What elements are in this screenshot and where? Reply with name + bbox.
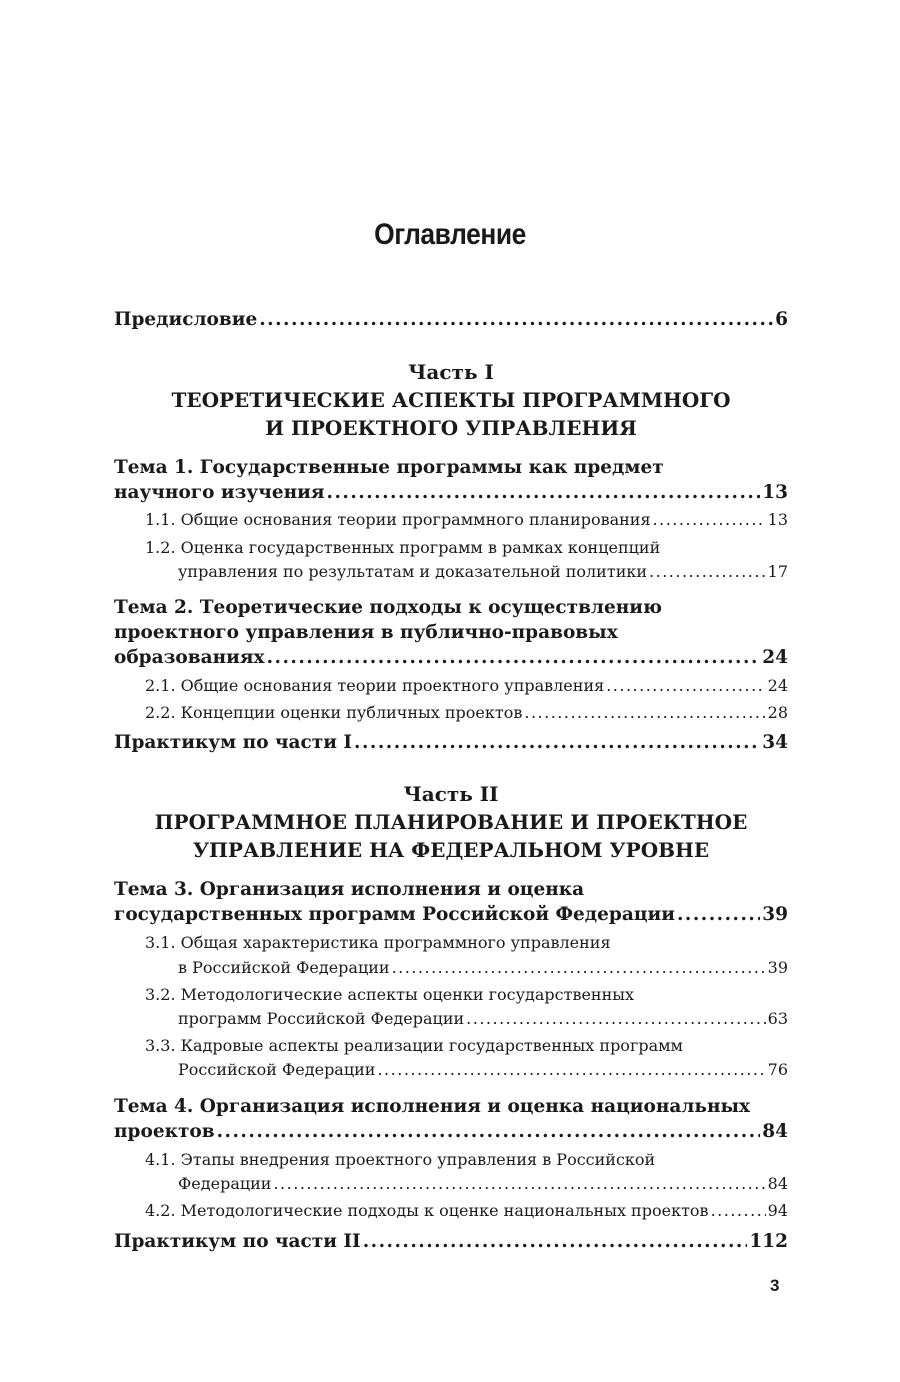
toc-entry-practicum-2[interactable] [114, 1229, 788, 1255]
leader-dots [524, 700, 765, 726]
toc-entry-1-1[interactable] [145, 507, 788, 533]
toc-entry-label: образованиях [114, 647, 265, 668]
toc-page-number: 34 [762, 732, 788, 753]
part-label: Часть I [408, 360, 494, 384]
toc-entry-topic-1[interactable] [114, 480, 788, 506]
toc-entry-label: Практикум по части II [114, 1231, 361, 1252]
toc-page-number: 112 [749, 1231, 788, 1252]
toc-page-number: 13 [762, 482, 788, 503]
toc-entry-label: Тема 1. Государственные программы как предмет [114, 457, 664, 478]
toc-entry-topic-2[interactable] [114, 645, 788, 671]
toc-page-number: 17 [767, 562, 788, 581]
toc-entry-4-2[interactable] [145, 1198, 788, 1224]
leader-dots [392, 955, 766, 981]
toc-page-number: 84 [767, 1174, 788, 1193]
toc-entry-label: программ Российской Федерации [178, 1009, 465, 1028]
toc-entry-label: Практикум по части I [114, 732, 353, 753]
leader-dots [363, 1229, 748, 1255]
toc-entry-practicum-1[interactable] [114, 730, 788, 756]
leader-dots [327, 480, 761, 506]
toc-entry-3-2[interactable] [178, 1006, 788, 1032]
toc-entry-label: проектов [114, 1121, 215, 1142]
toc-entry-label: управления по результатам и доказательной политики [178, 562, 648, 581]
part-title: УПРАВЛЕНИЕ НА ФЕДЕРАЛЬНОМ УРОВНЕ [192, 838, 710, 862]
toc-page-number: 76 [767, 1060, 788, 1079]
toc-entry-2-2[interactable] [145, 700, 788, 726]
toc-entry-label: 3.3. Кадровые аспекты реализации государственных программ [145, 1036, 683, 1055]
toc-entry-2-1[interactable] [145, 673, 788, 699]
toc-entry-label: 2.2. Концепции оценки публичных проектов [145, 703, 523, 722]
toc-entry-label: Тема 4. Организация исполнения и оценка национальных [114, 1096, 751, 1117]
part-label: Часть II [403, 782, 499, 806]
toc-entry-label: Предисловие [114, 309, 258, 330]
leader-dots [217, 1119, 761, 1145]
toc-page-number: 24 [762, 647, 788, 668]
leader-dots [466, 1006, 766, 1032]
toc-entry-label: Тема 2. Теоретические подходы к осуществлению [114, 597, 662, 618]
toc-page-number: 63 [767, 1009, 788, 1028]
toc-entry-3-3[interactable] [178, 1057, 788, 1083]
leader-dots [377, 1057, 765, 1083]
toc-page-number: 84 [762, 1121, 788, 1142]
toc-entry-label: 4.1. Этапы внедрения проектного управления в Российской [145, 1150, 656, 1169]
toc-entry-label: 2.1. Общие основания теории проектного управления [145, 676, 605, 695]
leader-dots [653, 507, 766, 533]
toc-entry-label: в Российской Федерации [178, 958, 390, 977]
toc-entry-topic-3[interactable] [114, 902, 788, 928]
leader-dots [267, 645, 761, 671]
toc-page-number: 13 [767, 510, 788, 529]
page-number: 3 [770, 1276, 780, 1295]
toc-page-number: 39 [767, 958, 788, 977]
toc-page-number: 6 [775, 309, 788, 330]
leader-dots [649, 559, 766, 585]
leader-dots [273, 1171, 765, 1197]
toc-entry-label: Федерации [178, 1174, 272, 1193]
part-title: И ПРОЕКТНОГО УПРАВЛЕНИЯ [265, 416, 637, 440]
toc-entry-label: государственных программ Российской Федерации [114, 904, 675, 925]
page-title: Оглавление [374, 218, 526, 251]
toc-entry-label: 1.1. Общие основания теории программного планирования [145, 510, 651, 529]
toc-page-number: 94 [767, 1201, 788, 1220]
toc-entry-label: 3.1. Общая характеристика программного управления [145, 933, 611, 952]
leader-dots [259, 307, 773, 333]
toc-entry-label: Российской Федерации [178, 1060, 376, 1079]
leader-dots [606, 673, 765, 699]
toc-entry-label: научного изучения [114, 482, 325, 503]
part-title: ТЕОРЕТИЧЕСКИЕ АСПЕКТЫ ПРОГРАММНОГО [171, 388, 731, 412]
toc-entry-label: 3.2. Методологические аспекты оценки государственных [145, 985, 635, 1004]
leader-dots [677, 902, 760, 928]
toc-entry-preface[interactable] [114, 307, 788, 333]
part-title: ПРОГРАММНОЕ ПЛАНИРОВАНИЕ И ПРОЕКТНОЕ [154, 810, 748, 834]
toc-entry-label: проектного управления в публично-правовых [114, 622, 618, 643]
toc-page-number: 24 [767, 676, 788, 695]
toc-entry-3-1[interactable] [178, 955, 788, 981]
toc-entry-topic-4[interactable] [114, 1119, 788, 1145]
leader-dots [354, 730, 760, 756]
leader-dots [711, 1198, 766, 1224]
toc-entry-4-1[interactable] [178, 1171, 788, 1197]
toc-entry-1-2[interactable] [178, 559, 788, 585]
toc-entry-label: 4.2. Методологические подходы к оценке национальных проектов [145, 1201, 709, 1220]
toc-page-number: 39 [762, 904, 788, 925]
toc-entry-label: Тема 3. Организация исполнения и оценка [114, 879, 585, 900]
toc-page-number: 28 [767, 703, 788, 722]
toc-entry-label: 1.2. Оценка государственных программ в рамках концепций [145, 538, 661, 557]
